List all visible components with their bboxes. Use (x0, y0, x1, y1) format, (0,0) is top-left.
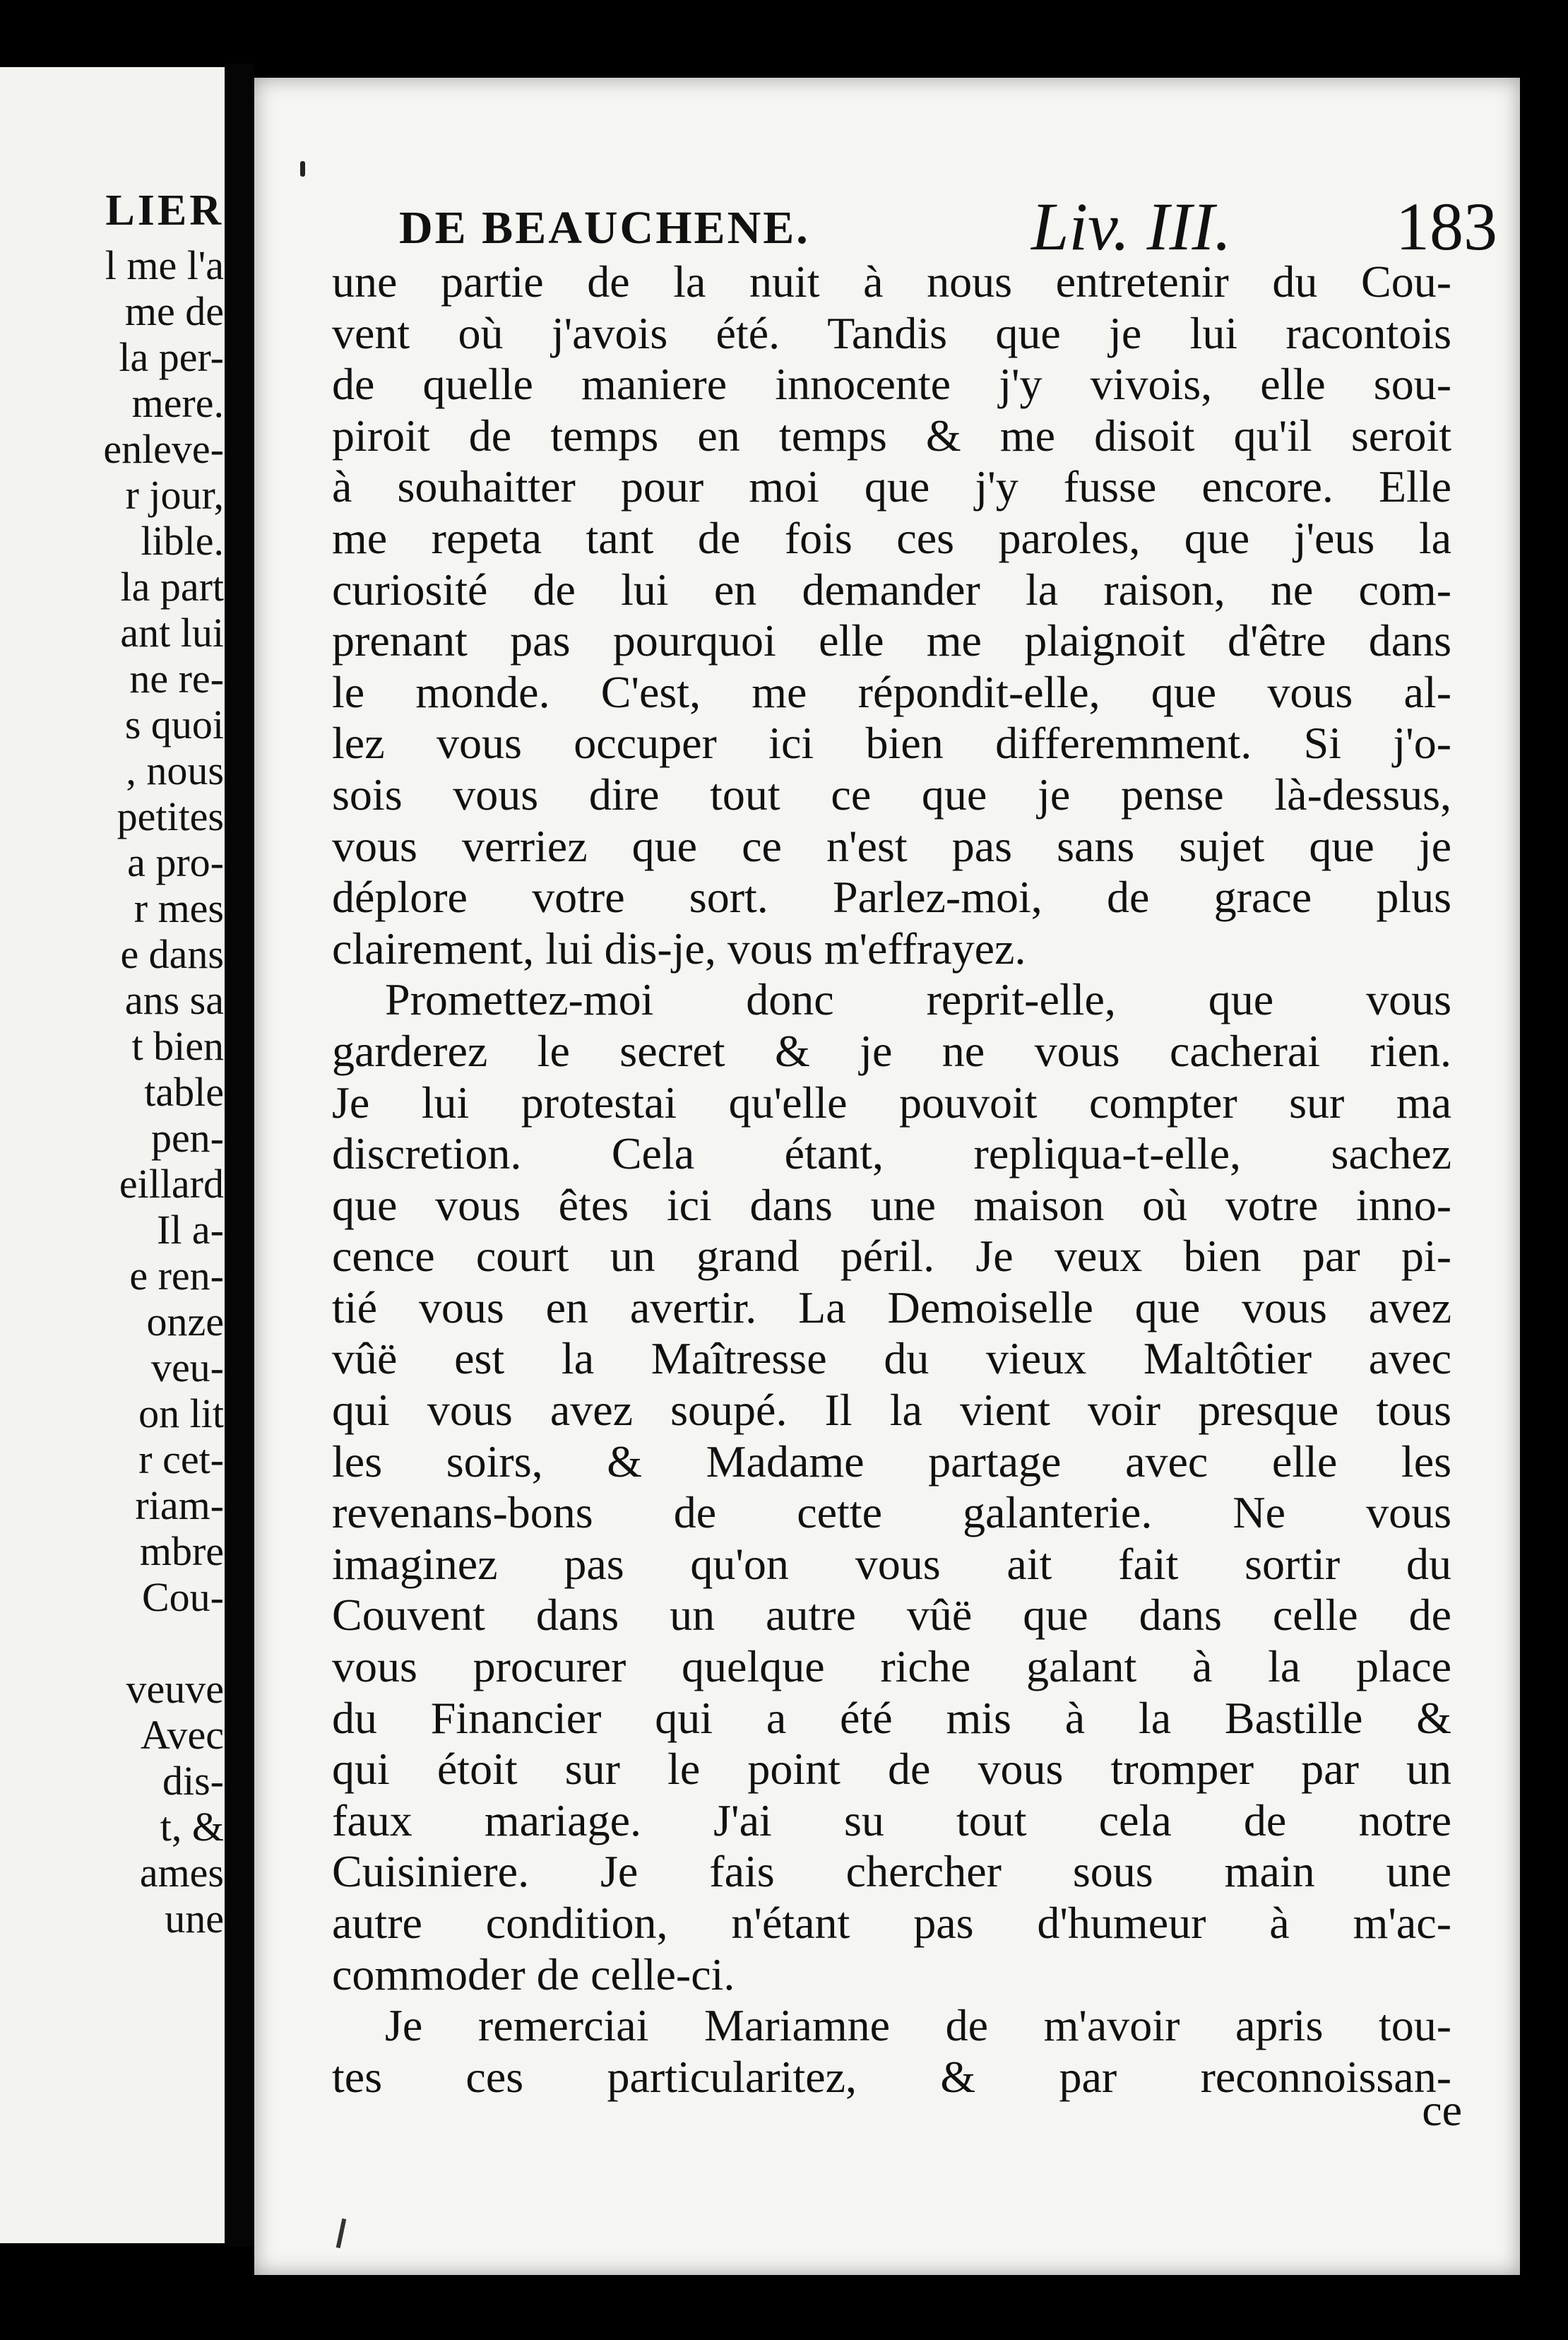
running-head-book: Liv. III. (1031, 189, 1232, 264)
text-line: prenant pas pourquoi elle me plaignoit d'être dans (332, 615, 1451, 666)
facing-page-line: mere. (131, 380, 224, 426)
text-line: vûë est la Maîtresse du vieux Maltôtier avec (332, 1333, 1451, 1384)
page (254, 78, 1520, 2275)
book-gutter (225, 64, 254, 2247)
facing-page-line: eillard (119, 1161, 224, 1207)
text-line: garderez le secret & je ne vous cacherai rien. (332, 1025, 1451, 1076)
text-line: vous verriez que ce n'est pas sans sujet que je (332, 820, 1451, 871)
text-line: Je lui protestai qu'elle pouvoit compter sur ma (332, 1077, 1451, 1128)
facing-page-line: dis- (162, 1758, 224, 1804)
facing-page-line: a pro- (127, 839, 224, 885)
text-line: Couvent dans un autre vûë que dans celle de (332, 1590, 1451, 1641)
facing-page-line: l me l'a (105, 242, 224, 288)
text-line: faux mariage. J'ai su tout cela de notre (332, 1795, 1451, 1845)
text-line: que vous êtes ici dans une maison où votre inno- (332, 1179, 1451, 1230)
text-line: Je remerciai Mariamne de m'avoir apris tou- (385, 2000, 1451, 2051)
text-line: Promettez-moi donc reprit-elle, que vous (385, 974, 1451, 1025)
facing-page-line: r mes (133, 885, 224, 931)
facing-page-line: mbre (139, 1528, 224, 1574)
text-line: discretion. Cela étant, repliqua-t-elle, sachez (332, 1128, 1451, 1179)
text-line: commoder de celle-ci. (332, 1949, 735, 1999)
text-line: le monde. C'est, me répondit-elle, que vous al- (332, 666, 1451, 717)
text-line: tes ces particularitez, & par reconnoissan- (332, 2051, 1451, 2102)
text-line: qui étoit sur le point de vous tromper par un (332, 1744, 1451, 1795)
facing-page-line: Cou- (142, 1574, 224, 1620)
facing-page-line: ne re- (129, 656, 224, 702)
facing-page-line: riam- (135, 1482, 224, 1528)
scan-border (1520, 78, 1568, 2275)
facing-page-line: la part (120, 564, 224, 610)
facing-page-line: , nous (126, 748, 224, 793)
running-head (399, 187, 1501, 265)
text-line: clairement, lui dis-je, vous m'effrayez. (332, 923, 1026, 974)
text-line: sois vous dire tout ce que je pense là-dessus, (332, 769, 1451, 820)
facing-page-running-head: LIER (105, 187, 224, 235)
facing-page-line: enleve- (103, 426, 224, 472)
running-head-title: DE BEAUCHENE. (399, 202, 810, 254)
text-line: cence court un grand péril. Je veux bien par pi- (332, 1231, 1451, 1282)
facing-page-line: r jour, (125, 472, 224, 518)
facing-page-line: s quoi (124, 702, 224, 748)
facing-page-text (0, 242, 224, 1942)
text-line: les soirs, & Madame partage avec elle les (332, 1436, 1451, 1487)
text-line: imaginez pas qu'on vous ait fait sortir du (332, 1538, 1451, 1589)
facing-page-line: e ren- (129, 1253, 224, 1299)
ink-mark (300, 161, 305, 177)
text-line: curiosité de lui en demander la raison, ne com- (332, 564, 1451, 615)
text-line: autre condition, n'étant pas d'humeur à m'ac- (332, 1898, 1451, 1948)
text-line: lez vous occuper ici bien differemment. Si j'o- (332, 718, 1451, 769)
text-line: revenans-bons de cette galanterie. Ne vous (332, 1487, 1451, 1538)
facing-page-line: ames (139, 1850, 224, 1896)
body-text (332, 256, 1451, 2103)
facing-page-line: veuve (126, 1666, 224, 1712)
facing-page-line: r cet- (138, 1436, 224, 1482)
text-line: me repeta tant de fois ces paroles, que j'eus la (332, 512, 1451, 563)
text-line: piroit de temps en temps & me disoit qu'il seroit (332, 410, 1451, 461)
facing-page-line: lible. (141, 518, 224, 564)
facing-page-fragment (0, 67, 237, 2243)
facing-page-line: Il a- (157, 1207, 224, 1253)
page-number: 183 (1396, 189, 1497, 264)
text-line: vent où j'avois été. Tandis que je lui racontois (332, 307, 1451, 358)
facing-page-line: me de (124, 288, 224, 334)
facing-page-line: onze (146, 1299, 224, 1345)
facing-page-line (0, 1620, 224, 1666)
facing-page-line: veu- (150, 1345, 224, 1390)
facing-page-line: pen- (150, 1115, 224, 1161)
ink-mark (336, 2218, 347, 2248)
text-line: de quelle maniere innocente j'y vivois, elle sou- (332, 359, 1451, 410)
facing-page-line: la per- (119, 334, 224, 380)
text-line: qui vous avez soupé. Il la vient voir presque tous (332, 1385, 1451, 1436)
facing-page-line: petites (117, 793, 224, 839)
text-line: déplore votre sort. Parlez-moi, de grace plus (332, 872, 1451, 923)
text-line: vous procurer quelque riche galant à la place (332, 1641, 1451, 1692)
text-line: à souhaitter pour moi que j'y fusse encore. Elle (332, 461, 1451, 512)
facing-page-line: une (165, 1896, 224, 1942)
facing-page-line: t bien (131, 1023, 224, 1069)
text-line: une partie de la nuit à nous entretenir du Cou- (332, 256, 1451, 307)
catchword: ce (1422, 2085, 1462, 2135)
text-line: du Financier qui a été mis à la Bastille & (332, 1692, 1451, 1743)
facing-page-line: Avec (140, 1712, 224, 1758)
facing-page-line: t, & (160, 1804, 224, 1850)
facing-page-line: table (144, 1069, 224, 1115)
facing-page-line: e dans (120, 931, 224, 977)
text-line: Cuisiniere. Je fais chercher sous main une (332, 1846, 1451, 1897)
text-line: tié vous en avertir. La Demoiselle que vous avez (332, 1282, 1451, 1332)
facing-page-line: ans sa (124, 977, 224, 1023)
facing-page-line: ant lui (120, 610, 224, 656)
facing-page-line: on lit (138, 1390, 224, 1436)
